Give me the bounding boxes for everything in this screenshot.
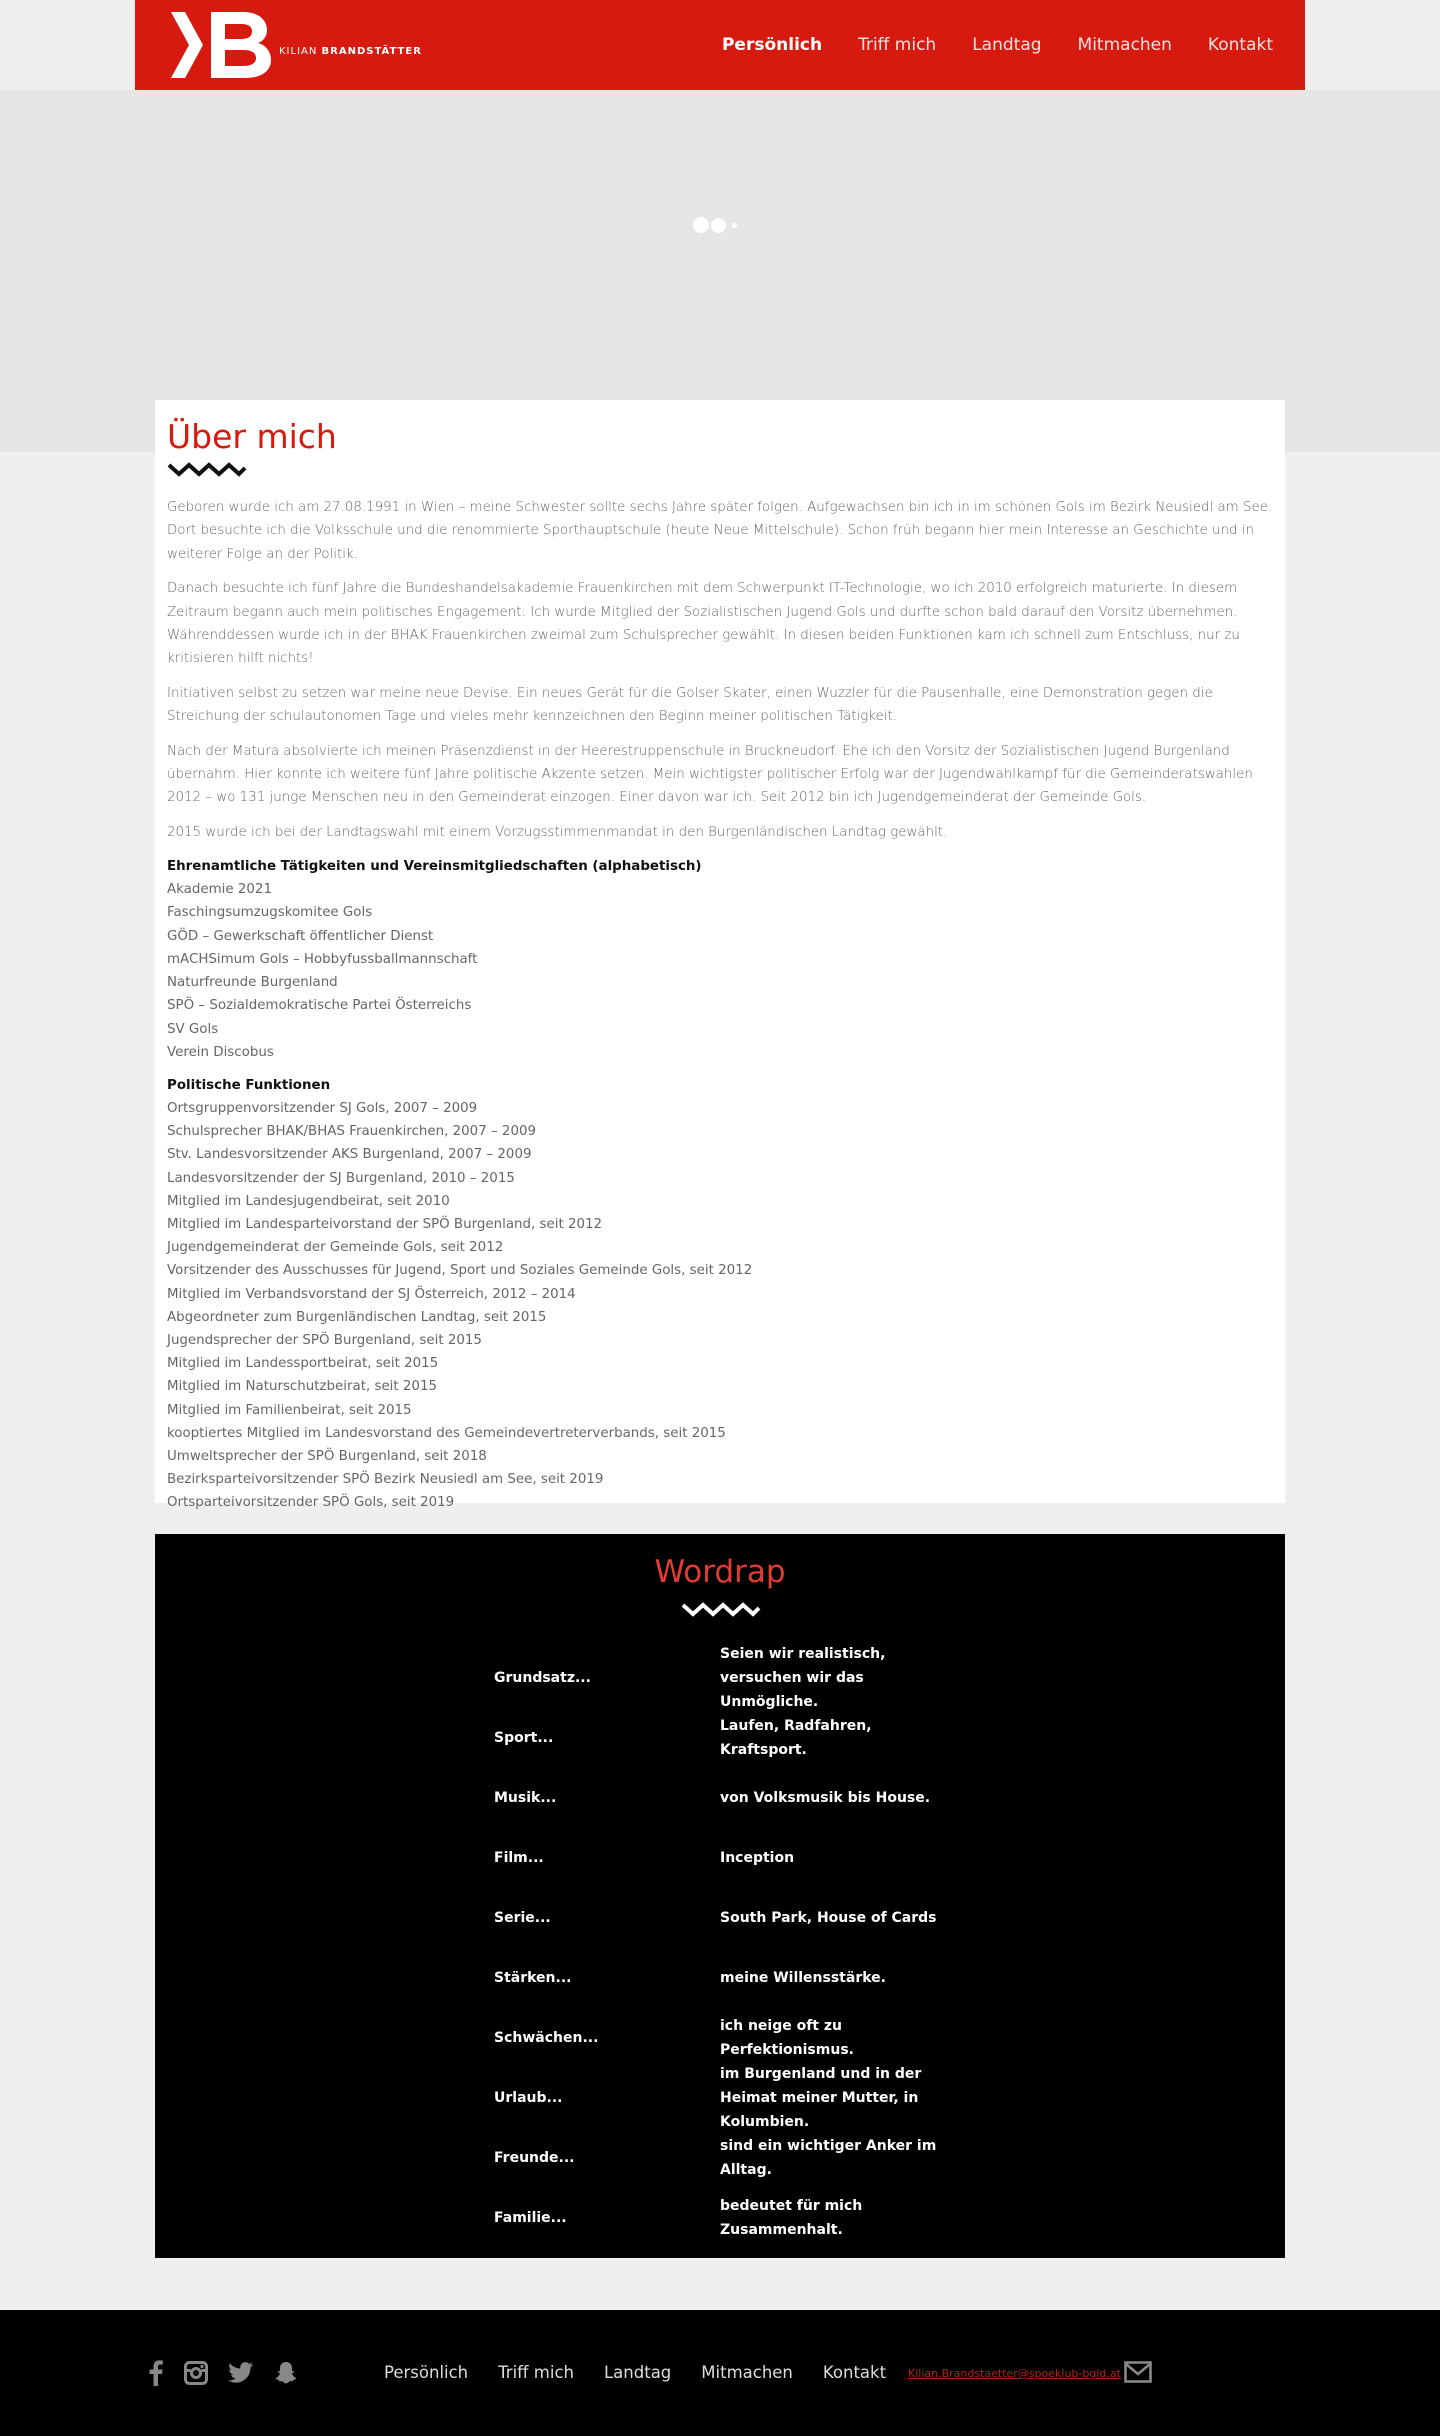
list-item: Abgeordneter zum Burgenländischen Landtag, seit 2015 [167, 1309, 547, 1325]
list-item: Bezirksparteivorsitzender SPÖ Bezirk Neusiedl am See, seit 2019 [167, 1472, 604, 1488]
footer-nav-landtag[interactable]: Landtag [603, 2363, 672, 2382]
nav-landtag[interactable]: Landtag [972, 35, 1042, 55]
loading-indicator [693, 217, 737, 233]
nav-kontakt[interactable]: Kontakt [1207, 35, 1273, 55]
wordrap-key: Familie... [494, 2210, 567, 2226]
site-header [135, 0, 1305, 90]
about-paragraph: Initiativen selbst zu setzen war meine neue Devise. Ein neues Gerät für die Golser Skater, einen Wuzzler für die Pausenhalle, eine Demonstration gegen die Streichung der schulautonomen Tage und vieles mehr kennzeichnen den Beginn meiner politischen Tätigkeit. [167, 685, 1213, 725]
wordrap-value: sind ein wichtiger Anker im Alltag. [720, 2138, 937, 2178]
list-item: Naturfreunde Burgenland [167, 975, 338, 991]
wordrap-row [494, 1828, 954, 1888]
list-item: Mitglied im Landesparteivorstand der SPÖ Burgenland, seit 2012 [167, 1216, 603, 1232]
wordrap-key: Musik... [494, 1790, 557, 1806]
kb-logo-mark [171, 12, 273, 78]
wordrap-row [494, 2008, 954, 2068]
list-item: Mitglied im Landessportbeirat, seit 2015 [167, 1356, 439, 1372]
wordrap-row [494, 1708, 954, 1768]
list-item: Stv. Landesvorsitzender AKS Burgenland, 2007 – 2009 [167, 1147, 532, 1163]
list-item: Mitglied im Naturschutzbeirat, seit 2015 [167, 1379, 437, 1395]
footer-email-link[interactable]: Kilian.Brandstaetter@spoeklub-bgld.at [908, 2367, 1121, 2380]
wordrap-value: im Burgenland und in der Heimat meiner Mutter, in Kolumbien. [720, 2066, 922, 2130]
nav-mitmachen[interactable]: Mitmachen [1077, 35, 1172, 55]
footer-nav [384, 2363, 886, 2382]
about-paragraph: Geboren wurde ich am 27.08.1991 in Wien – meine Schwester sollte sechs Jahre später folgen. Aufgewachsen bin ich in im schönen Gols im Bezirk Neusiedl am See. Dort besuchte ich die Volksschule und die renommierte Sporthauptschule (heute Neue Mittelschule). Schon früh begann hier mein Interesse an Geschichte und in weiterer Folge an der Politik. [167, 500, 1273, 562]
political-heading: Politische Funktionen [167, 1077, 331, 1093]
wordrap-row [494, 1888, 954, 1948]
wordrap-key: Sport... [494, 1730, 554, 1746]
list-item: GÖD – Gewerkschaft öffentlicher Dienst [167, 928, 434, 944]
wordrap-key: Film... [494, 1850, 544, 1866]
wordrap-key: Stärken... [494, 1970, 572, 1986]
nav-triff-mich[interactable]: Triff mich [858, 35, 937, 55]
hero-slider [0, 90, 1440, 452]
wordrap-value: South Park, House of Cards [720, 1910, 937, 1926]
wordrap-value: von Volksmusik bis House. [720, 1790, 931, 1806]
list-item: Vorsitzender des Ausschusses für Jugend, Sport und Soziales Gemeinde Gols, seit 2012 [167, 1263, 753, 1279]
logo-text: KILIAN BRANDSTÄTTER [279, 45, 422, 57]
footer-nav-kontakt[interactable]: Kontakt [822, 2363, 887, 2382]
nav-persoenlich[interactable]: Persönlich [721, 35, 823, 55]
wordrap-value: Inception [720, 1850, 795, 1866]
list-item: Verein Discobus [167, 1044, 274, 1060]
wordrap-key: Grundsatz... [494, 1670, 591, 1686]
about-paragraph: 2015 wurde ich bei der Landtagswahl mit einem Vorzugsstimmenmandat in den Burgenländischen Landtag gewählt. [167, 824, 948, 840]
zigzag-divider-icon [681, 1600, 761, 1618]
honorary-heading: Ehrenamtliche Tätigkeiten und Vereinsmitgliedschaften (alphabetisch) [167, 859, 702, 875]
footer-nav-mitmachen[interactable]: Mitmachen [701, 2363, 793, 2382]
about-paragraph: Danach besuchte ich fünf Jahre die Bundeshandelsakademie Frauenkirchen mit dem Schwerpunkt IT-Technologie, wo ich 2010 erfolgreich maturierte. In diesem Zeitraum begann auch mein politisches Engagement: Ich wurde Mitglied der Sozialistischen Jugend Gols und durfte schon bald darauf den Vorsitz übernehmen. Währenddessen wurde ich in der BHAK Frauenkirchen zweimal zum Schulsprecher gewählt. In diesen beiden Funktionen kam ich schnell zum Entschluss, nur zu kritisieren hilft nichts! [167, 581, 1240, 667]
footer-nav-persoenlich[interactable]: Persönlich [384, 2363, 469, 2382]
list-item: Jugendgemeinderat der Gemeinde Gols, seit 2012 [167, 1240, 504, 1256]
wordrap-key: Freunde... [494, 2150, 575, 2166]
wordrap-row [494, 1648, 954, 1708]
wordrap-value: meine Willensstärke. [720, 1970, 886, 1986]
about-paragraph: Nach der Matura absolvierte ich meinen Präsenzdienst in der Heerestruppenschule in Bruckneudorf. Ehe ich den Vorsitz der Sozialistischen Jugend Burgenland übernahm. Hier konnte ich weitere fünf Jahre politische Akzente setzen. Mein wichtigster politischer Erfolg war der Jugendwahlkampf für die Gemeinderatswahlen 2012 – wo 131 junge Menschen neu in den Gemeinderat einzogen. Einer davon war ich. Seit 2012 bin ich Jugendgemeinderat der Gemeinde Gols. [167, 743, 1253, 806]
mail-icon[interactable] [1124, 2361, 1152, 2388]
wordrap-value: Seien wir realistisch, versuchen wir das Unmögliche. [720, 1646, 886, 1710]
wordrap-key: Serie... [494, 1910, 551, 1926]
list-item: kooptiertes Mitglied im Landesvorstand des Gemeindevertreterverbands, seit 2015 [167, 1425, 726, 1441]
list-item: Schulsprecher BHAK/BHAS Frauenkirchen, 2007 – 2009 [167, 1124, 536, 1140]
twitter-icon[interactable] [228, 2362, 254, 2389]
wordrap-key: Schwächen... [494, 2030, 599, 2046]
facebook-icon[interactable] [148, 2360, 164, 2391]
list-item: Ortsparteivorsitzender SPÖ Gols, seit 2019 [167, 1495, 455, 1511]
list-item: Umweltsprecher der SPÖ Burgenland, seit 2018 [167, 1448, 487, 1464]
list-item: SV Gols [167, 1021, 219, 1037]
wordrap-row [494, 2128, 954, 2188]
zigzag-divider-icon [167, 460, 247, 478]
list-item: Ortsgruppenvorsitzender SJ Gols, 2007 – 2009 [167, 1100, 478, 1116]
wordrap-row [494, 1768, 954, 1828]
about-section [155, 400, 1285, 1511]
list-item: Landesvorsitzender der SJ Burgenland, 2010 – 2015 [167, 1170, 515, 1186]
list-item: Faschingsumzugskomitee Gols [167, 905, 373, 921]
list-item: SPÖ – Sozialdemokratische Partei Österreichs [167, 998, 472, 1014]
wordrap-value: ich neige oft zu Perfektionismus. [720, 2018, 854, 2058]
list-item: Jugendsprecher der SPÖ Burgenland, seit 2015 [167, 1332, 482, 1348]
wordrap-row [494, 2068, 954, 2128]
list-item: Mitglied im Landesjugendbeirat, seit 2010 [167, 1193, 450, 1209]
about-title: Über mich [167, 417, 337, 456]
social-links [148, 2360, 298, 2391]
wordrap-key: Urlaub... [494, 2090, 563, 2106]
wordrap-row [494, 1948, 954, 2008]
political-list [167, 1097, 1273, 1515]
wordrap-value: bedeutet für mich Zusammenhalt. [720, 2198, 863, 2238]
list-item: mACHSimum Gols – Hobbyfussballmannschaft [167, 951, 478, 967]
site-logo[interactable] [171, 10, 422, 80]
honorary-list [167, 878, 1273, 1064]
footer-nav-triff-mich[interactable]: Triff mich [498, 2363, 574, 2382]
site-footer [0, 2310, 1440, 2436]
instagram-icon[interactable] [184, 2361, 208, 2390]
wordrap-section [155, 1534, 1285, 2258]
wordrap-row [494, 2188, 954, 2248]
wordrap-title: Wordrap [654, 1554, 786, 1590]
list-item: Akademie 2021 [167, 882, 272, 898]
list-item: Mitglied im Familienbeirat, seit 2015 [167, 1402, 412, 1418]
main-nav [722, 0, 1273, 90]
snapchat-icon[interactable] [274, 2361, 298, 2390]
list-item: Mitglied im Verbandsvorstand der SJ Österreich, 2012 – 2014 [167, 1286, 576, 1302]
wordrap-value: Laufen, Radfahren, Kraftsport. [720, 1718, 872, 1758]
